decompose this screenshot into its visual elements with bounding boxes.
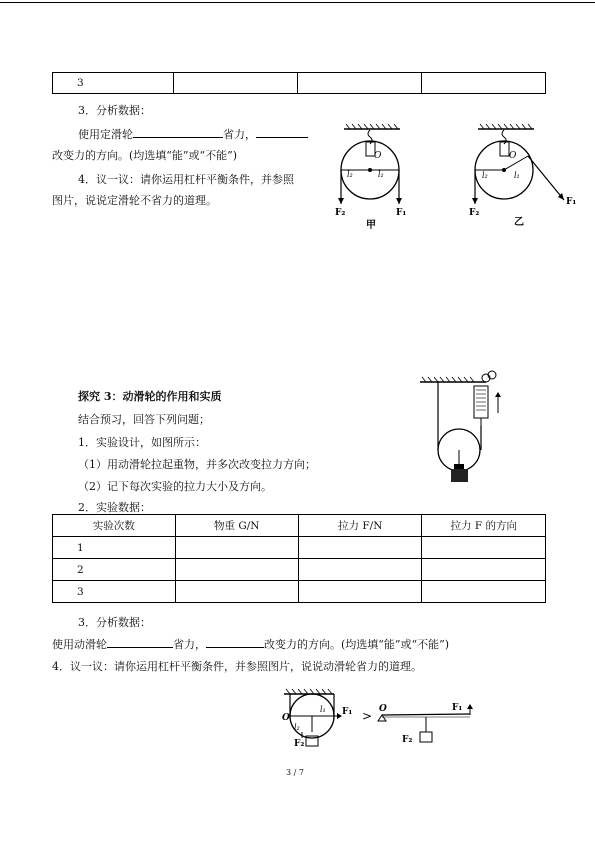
intro-text: 结合预习，回答下列问题； [78, 413, 210, 426]
section-title: 探究 3：动滑轮的作用和实质 [78, 390, 222, 403]
label-o: O [374, 151, 382, 161]
label-f1: F₁ [342, 707, 353, 717]
table-cell [298, 537, 421, 559]
table-cell [422, 537, 546, 559]
analysis-line [78, 126, 308, 142]
table-fixed-pulley-row3 [52, 72, 546, 94]
fixed-pulley-figure-yi [464, 122, 584, 230]
label-f1: F₁ [452, 703, 463, 713]
label-o: O [379, 704, 387, 714]
analysis-text: 省力， [223, 128, 256, 141]
analysis-text: 改变力的方向。(均选填“能”或“不能”) [264, 638, 450, 651]
table-cell: 3 [53, 73, 174, 94]
answer-blank[interactable] [107, 647, 173, 648]
movable-pulley-apparatus [418, 368, 523, 486]
table-cell [298, 581, 421, 603]
label-l2: l₂ [294, 723, 300, 732]
label-f2: F₂ [335, 208, 346, 218]
table-header: 实验次数 [53, 515, 176, 537]
table-cell [175, 537, 298, 559]
table-cell [175, 559, 298, 581]
table-cell [173, 73, 297, 94]
label-f2: F₂ [469, 208, 480, 218]
label-l2: l₂ [482, 171, 488, 180]
label-l1: l₁ [378, 170, 384, 179]
discuss-text: 4．议一议：请你运用杠杆平衡条件，并参照图片，说说动滑轮省力的道理。 [52, 660, 422, 673]
design-text: 1．实验设计，如图所示： [78, 436, 206, 449]
table-cell [422, 581, 546, 603]
table-row [53, 559, 546, 581]
step-text: （1）用动滑轮拉起重物，并多次改变拉力方向； [78, 458, 316, 471]
label-f2: F₂ [294, 739, 305, 749]
table-header: 拉力 F/N [298, 515, 421, 537]
caption-jia: 甲 [366, 220, 376, 230]
table-cell [297, 73, 421, 94]
label-f1: F₁ [396, 208, 407, 218]
analysis-title: 3．分析数据： [78, 104, 151, 117]
analysis-text: 使用动滑轮 [52, 638, 107, 651]
table-row [53, 537, 546, 559]
table-header: 物重 G/N [175, 515, 298, 537]
label-o: O [282, 713, 290, 723]
answer-blank[interactable] [133, 137, 223, 138]
label-l1: l₁ [320, 705, 326, 714]
answer-blank[interactable] [256, 137, 308, 138]
label-l2: l₂ [347, 170, 353, 179]
table-cell [175, 581, 298, 603]
page-number: 3 / 7 [286, 768, 304, 777]
data-title: 2．实验数据： [78, 501, 151, 514]
label-l1: l₁ [514, 171, 520, 180]
data-table-movable-pulley [52, 514, 546, 603]
analysis-text: 省力， [173, 638, 206, 651]
label-f2: F₂ [402, 735, 413, 745]
answer-blank[interactable] [206, 647, 264, 648]
analysis-line [52, 636, 449, 652]
table-cell [298, 559, 421, 581]
table-cell: 1 [53, 537, 176, 559]
step-text: （2）记下每次实验的拉力大小及方向。 [78, 480, 272, 493]
label-f1: F₁ [566, 197, 577, 207]
table-header: 拉力 F 的方向 [422, 515, 546, 537]
caption-yi: 乙 [514, 217, 524, 228]
table-cell: 3 [53, 581, 176, 603]
analysis-line2: 改变力的方向。(均选填“能”或“不能”) [52, 149, 238, 162]
fixed-pulley-figure-jia [328, 122, 423, 230]
table-cell: 2 [53, 559, 176, 581]
table-cell [422, 559, 546, 581]
movable-pulley-lever-diagram [282, 688, 482, 752]
analysis-title: 3．分析数据： [78, 616, 151, 629]
table-cell [421, 73, 545, 94]
table-row [53, 581, 546, 603]
discuss-line1: 4．议一议：请你运用杠杆平衡条件，并参照 [78, 173, 294, 186]
analysis-text: 使用定滑轮 [78, 128, 133, 141]
label-o: O [509, 151, 517, 161]
top-rule [0, 2, 595, 3]
discuss-line2: 图片，说说定滑轮不省力的道理。 [52, 194, 217, 207]
equivalence-arrow: > [362, 709, 373, 723]
